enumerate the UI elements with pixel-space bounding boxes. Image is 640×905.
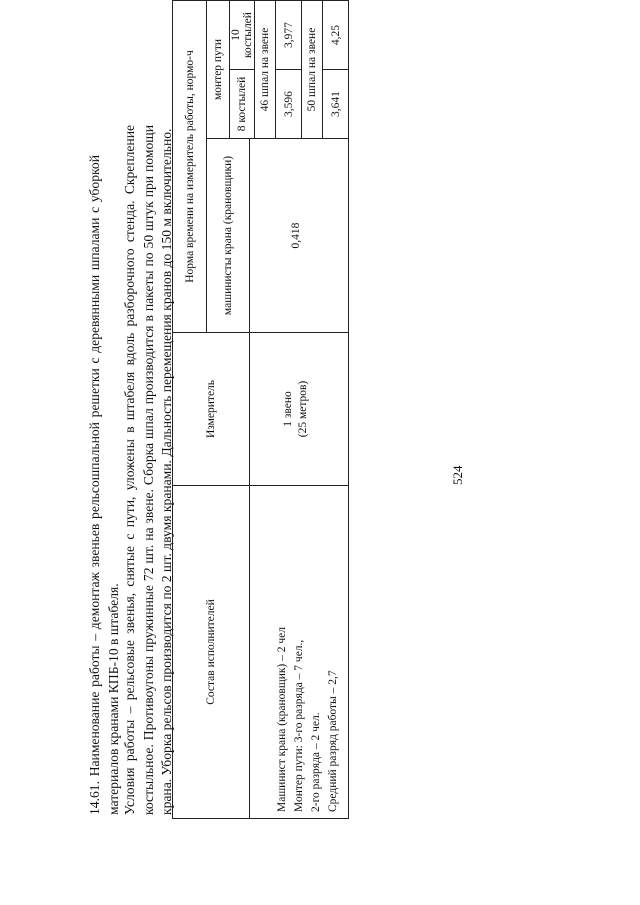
norms-table — [172, 0, 349, 819]
unit-line: (25 метров) — [297, 380, 309, 438]
sleepers50-header: 50 шпал на звене — [302, 1, 323, 138]
spikes8-header: 8 костылей — [230, 70, 255, 139]
sleepers50-block — [302, 1, 349, 139]
work-conditions: Условия работы – рельсовые звенья, снятые с пути, уложены в штабеля вдоль разборочного стенда. Скрепление костыльное. Противоугоны пружинные 72 шт. на звене. Сборка шпал производится в пакеты по 50 штук при помощи крана. Уборка рельсов производится по 2 шт. двумя кранами. Дальность перемещения кранов до 150 м включительно. — [122, 125, 174, 815]
track-fitter-header: монтер пути — [207, 1, 230, 139]
value-s50-k10: 4,25 — [329, 24, 342, 46]
crew-header: Состав исполнителей — [204, 599, 217, 705]
spikes10-header: 10 костылей — [230, 1, 255, 70]
crew-line: Монтер пути: 3-го разряда – 7 чел., — [293, 639, 305, 812]
value-s46-k10: 3,977 — [282, 22, 295, 48]
crew-line: Машинист крана (крановщик) – 2 чел — [276, 626, 288, 812]
page-number: 524 — [450, 465, 465, 485]
unit-line: 1 звено — [282, 391, 294, 427]
unit-column — [173, 333, 349, 486]
section-title: 14.61. Наименование работы – демонтаж звеньев рельсошпальной решетки с деревянными шпалами с уборкой материалов кранами КПБ-10 в штабеля. — [87, 155, 121, 815]
value-s50-k8: 3,641 — [323, 69, 348, 138]
crew-line: 2-го разряда – 2 чел. — [310, 712, 322, 812]
crane-column — [207, 139, 349, 333]
sleepers46-header: 46 шпал на звене — [255, 1, 276, 138]
sleepers46-block — [255, 1, 302, 139]
crew-column — [173, 486, 349, 819]
unit-header: Измеритель — [205, 379, 217, 439]
value-s46-k8: 3,596 — [276, 69, 301, 138]
crane-header: машинисты крана (крановщики) — [222, 155, 234, 316]
crew-line: Средний разряд работы – 2,7 — [327, 670, 339, 812]
norm-header: Норма времени на измеритель работы, нормо-ч — [173, 1, 207, 333]
crane-value: 0,418 — [290, 222, 302, 249]
